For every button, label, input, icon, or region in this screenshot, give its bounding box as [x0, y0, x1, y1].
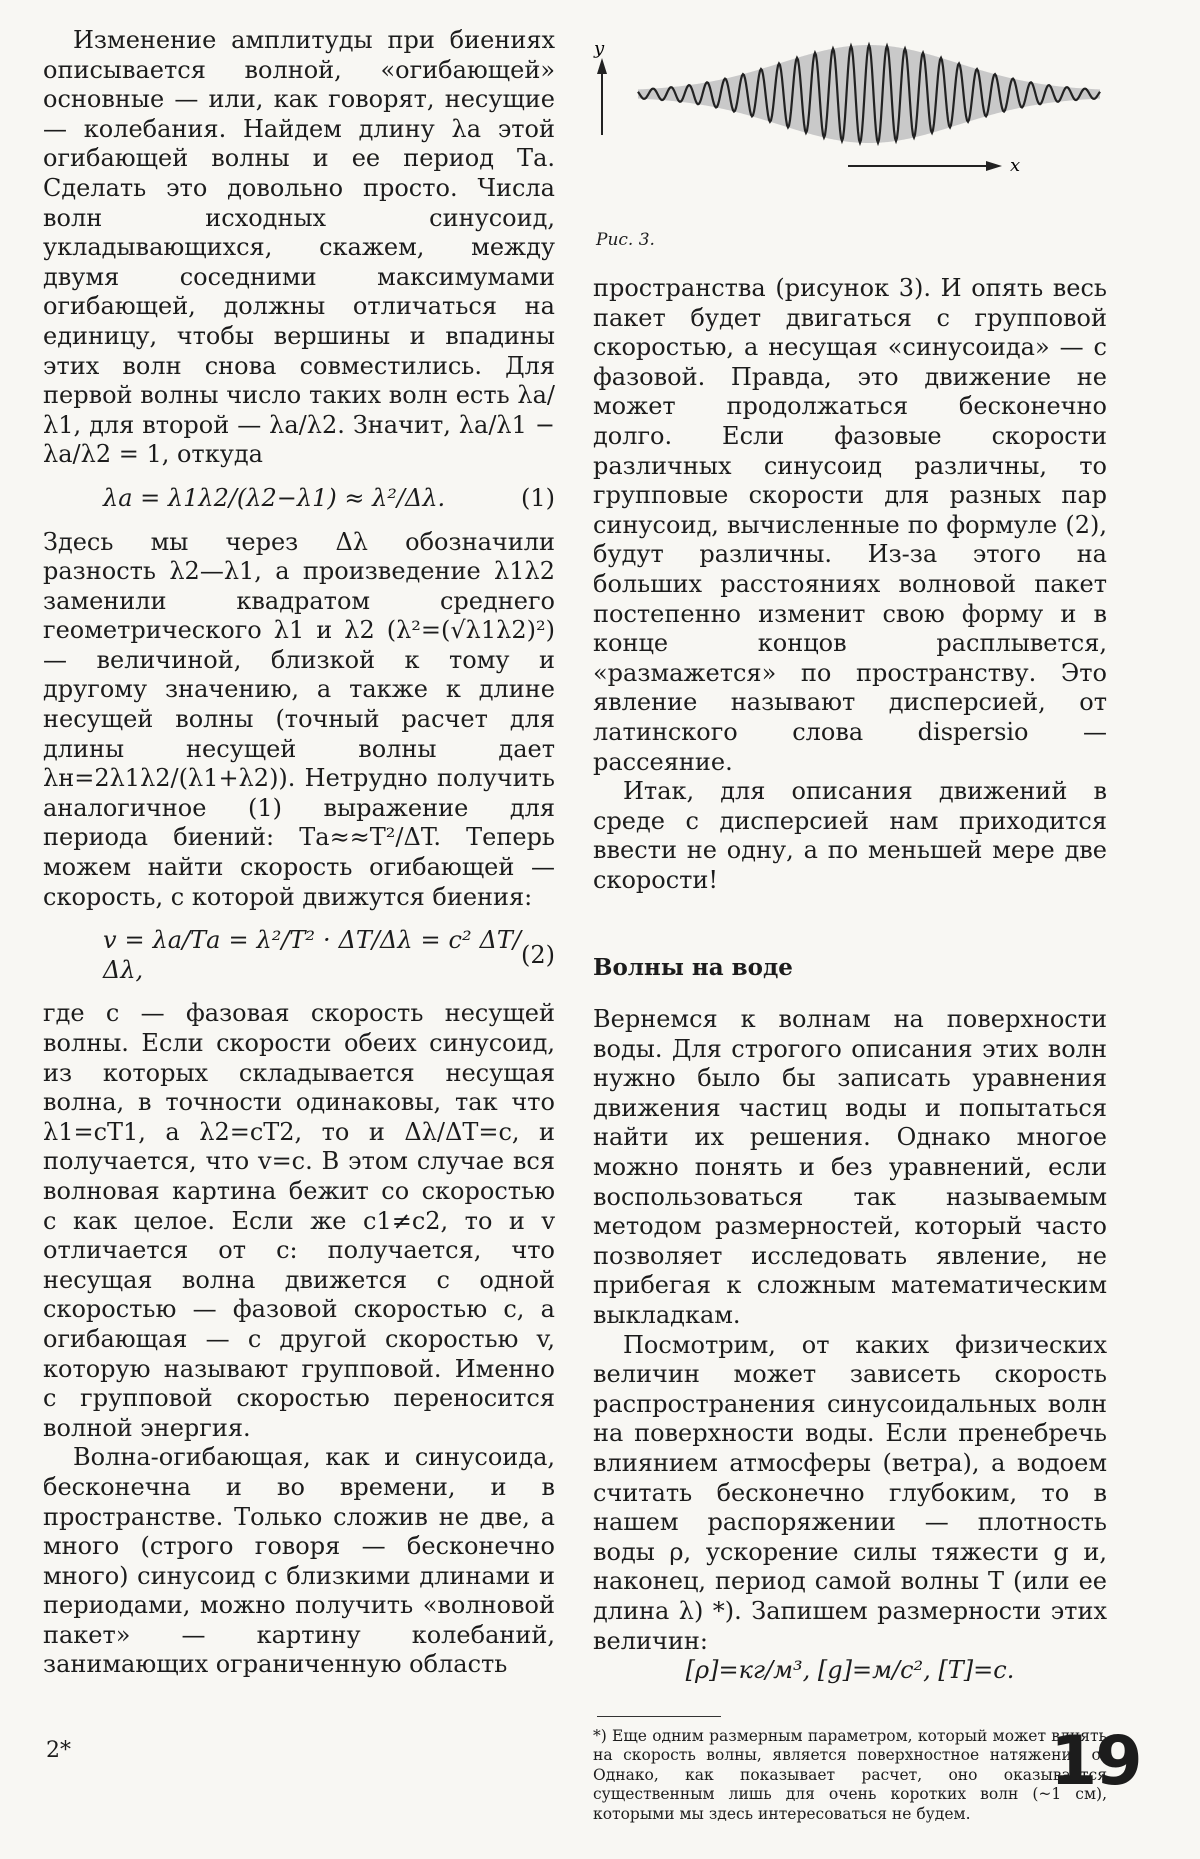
right-column [593, 274, 1107, 1824]
equation-1-body: λа = λ1λ2/(λ2−λ1) ≈ λ²/Δλ. [103, 483, 446, 512]
signature-mark: 2* [46, 1738, 71, 1763]
equation-2-number: (2) [521, 941, 555, 970]
x-axis-label: x [1010, 155, 1021, 176]
equation-2-body: v = λа/Tа = λ²/T² · ΔT/Δλ = c² ΔT/Δλ, [103, 926, 521, 984]
y-axis-arrow [597, 58, 607, 74]
footnote-divider [597, 1716, 721, 1717]
paragraph-2: Здесь мы через Δλ обозначили разность λ2—λ1, а произведение λ1λ2 заменили квадратом среднего геометрического λ1 и λ2 (λ²=(√λ1λ2)²) — величиной, близкой к тому и другому значению, а также к длине несущей волны (точный расчет для длины несущей волны дает λн=2λ1λ2/(λ1+λ2)). Нетрудно получить аналогичное (1) выражение для периода биений: Tа≈≈T²/ΔT. Теперь можем найти скорость огибающей — скорость, с которой движутся биения: [43, 527, 555, 911]
envelope-shape [638, 45, 1100, 143]
page-number: 19 [1050, 1722, 1141, 1801]
equation-1 [43, 484, 555, 514]
y-axis-label: y [594, 40, 605, 59]
x-axis-arrow [986, 161, 1002, 171]
paragraph-3: где c — фазовая скорость несущей волны. Если скорости обеих синусоид, из которых складывается несущая волна, в точности одинаковы, так что λ1=cT1, а λ2=cT2, то и Δλ/ΔT=c, и получается, что v=c. В этом случае вся волновая картина бежит со скоростью c как целое. Если же c1≠c2, то и v отличается от c: получается, что несущая волна движется с одной скоростью — фазовой скоростью c, а огибающая — с другой скоростью v, которую называют групповой. Именно с групповой скоростью переносится волной энергия. [43, 999, 555, 1442]
equation-1-number: (1) [521, 483, 555, 512]
paragraph-7: Вернемся к волнам на поверхности воды. Для строгого описания этих волн нужно было бы записать уравнения движения частиц воды и попытаться найти их решения. Однако многое можно понять и без уравнений, если воспользоваться так называемым методом размерностей, который часто позволяет исследовать явление, не прибегая к сложным математическим выкладкам. [593, 1005, 1107, 1329]
figure-caption: Рис. 3. [596, 230, 655, 250]
paragraph-8: Посмотрим, от каких физических величин может зависеть скорость распространения синусоидальных волн на поверхности воды. Если пренебречь влиянием атмосферы (ветра), а водоем считать бесконечно глубоким, то в нашем распоряжении — плотность воды ρ, ускорение силы тяжести g и, наконец, период самой волны T (или ее длина λ) *). Запишем размерности этих величин: [593, 1330, 1107, 1655]
paragraph-4: Волна-огибающая, как и синусоида, бесконечна и во времени, и в пространстве. Только сложив не две, а много (строго говоря — бесконечно много) синусоид с близкими длинами и периодами, можно получить «волновой пакет» — картину колебаний, занимающих ограниченную область [43, 1443, 555, 1679]
paragraph-6: Итак, для описания движений в среде с дисперсией нам приходится ввести не одну, а по меньшей мере две скорости! [593, 777, 1107, 894]
left-column [43, 26, 555, 1680]
footnote: *) Еще одним размерным параметром, который может влиять на скорость волны, является поверхностное натяжение σ. Однако, как показывает расчет, оно оказывается существенным лишь для очень коротких волн (~1 см), которыми мы здесь интересоваться не будем. [593, 1726, 1107, 1823]
paragraph-5: пространства (рисунок 3). И опять весь пакет будет двигаться с групповой скоростью, а несущая «синусоида» — с фазовой. Правда, это движение не может продолжаться бесконечно долго. Если фазовые скорости различных синусоид различны, то групповые скорости для разных пар синусоид, вычисленные по формуле (2), будут различны. Из-за этого на больших расстояниях волновой пакет постепенно изменит свою форму и в конце концов расплывется, «размажется» по пространству. Это явление называют дисперсией, от латинского слова dispersio — рассеяние. [593, 274, 1107, 776]
section-heading: Волны на воде [593, 954, 793, 982]
paragraph-1: Изменение амплитуды при биениях описывается волной, «огибающей» основные — или, как говорят, несущие — колебания. Найдем длину λа этой огибающей волны и ее период Tа. Сделать это довольно просто. Числа волн исходных синусоид, укладывающихся, скажем, между двумя соседними максимумами огибающей, должны отличаться на единицу, чтобы вершины и впадины этих волн снова совместились. Для первой волны число таких волн есть λа/λ1, для второй — λа/λ2. Значит, λа/λ1 − λа/λ2 = 1, откуда [43, 26, 555, 469]
equation-2 [43, 926, 555, 985]
wave-packet-figure [590, 40, 1110, 240]
dimensions-formula: [ρ]=кг/м³, [g]=м/с², [T]=с. [685, 1656, 1015, 1685]
